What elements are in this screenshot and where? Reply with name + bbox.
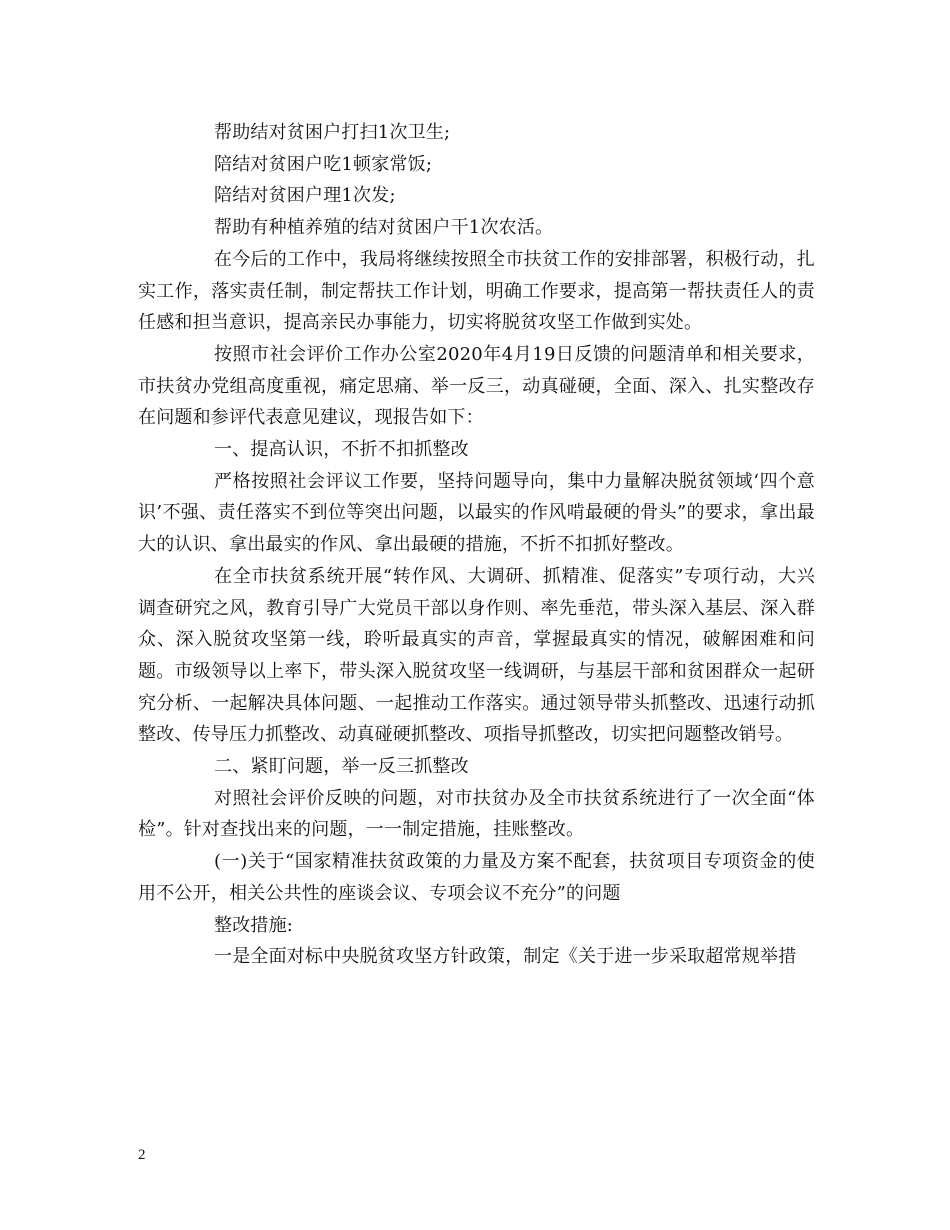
paragraph: 严格按照社会评议工作要，坚持问题导向，集中力量解决脱贫领域‘四个意识’不强、责任落实不到位等突出问题，以最实的作风啃最硬的骨头”的要求，拿出最大的认识、拿出最实的作风、拿出最硬的措施，不折不扣抓好整改。 [138,470,815,556]
section-heading: 一、提高认识，不折不扣抓整改 [214,439,469,461]
paragraph: 按照市社会评价工作办公室2020年4月19日反馈的问题清单和相关要求，市扶贫办党组高度重视，痛定思痛、举一反三，动真碰硬，全面、深入、扎实整改存在问题和参评代表意见建议，现报告如下： [138,343,815,429]
paragraph: (一)关于“国家精准扶贫政策的力量及方案不配套，扶贫项目专项资金的使用不公开，相关公共性的座谈会议、专项会议不充分”的问题 [138,851,815,904]
paragraph: 对照社会评价反映的问题，对市扶贫办及全市扶贫系统进行了一次全面“体检”。针对查找出来的问题，一一制定措施，挂账整改。 [138,787,815,841]
document-body [138,117,815,973]
paragraph: 在全市扶贫系统开展“转作风、大调研、抓精准、促落实”专项行动，大兴调查研究之风，教育引导广大党员干部以身作则、率先垂范，带头深入基层、深入群众、深入脱贫攻坚第一线，聆听最真实的声音，掌握最真实的情况，破解困难和问题。市级领导以上率下，带头深入脱贫攻坚一线调研，与基层干部和贫困群众一起研究分析、一起解决具体问题、一起推动工作落实。通过领导带头抓整改、迅速行动抓整改、传导压力抓整改、动真碰硬抓整改、项指导抓整改，切实把问题整改销号。 [138,565,815,746]
paragraph: 帮助结对贫困户打扫1次卫生; [214,122,451,143]
paragraph: 陪结对贫困户吃1顿家常饭; [214,153,433,175]
paragraph: 在今后的工作中，我局将继续按照全市扶贫工作的安排部署，积极行动，扎实工作，落实责任制，制定帮扶工作计划，明确工作要求，提高第一帮扶责任人的责任感和担当意识，提高亲民办事能力，切实将脱贫攻坚工作做到实处。 [138,248,815,334]
subheading: 整改措施: [214,914,294,936]
section-heading: 二、紧盯问题，举一反三抓整改 [214,756,469,778]
paragraph: 帮助有种植养殖的结对贫困户干1次农活。 [214,217,554,239]
paragraph: 陪结对贫困户理1次发; [214,185,396,207]
paragraph: 一是全面对标中央脱贫攻坚方针政策，制定《关于进一步采取超常规举措 [214,946,797,968]
page-number: 2 [138,1147,146,1163]
